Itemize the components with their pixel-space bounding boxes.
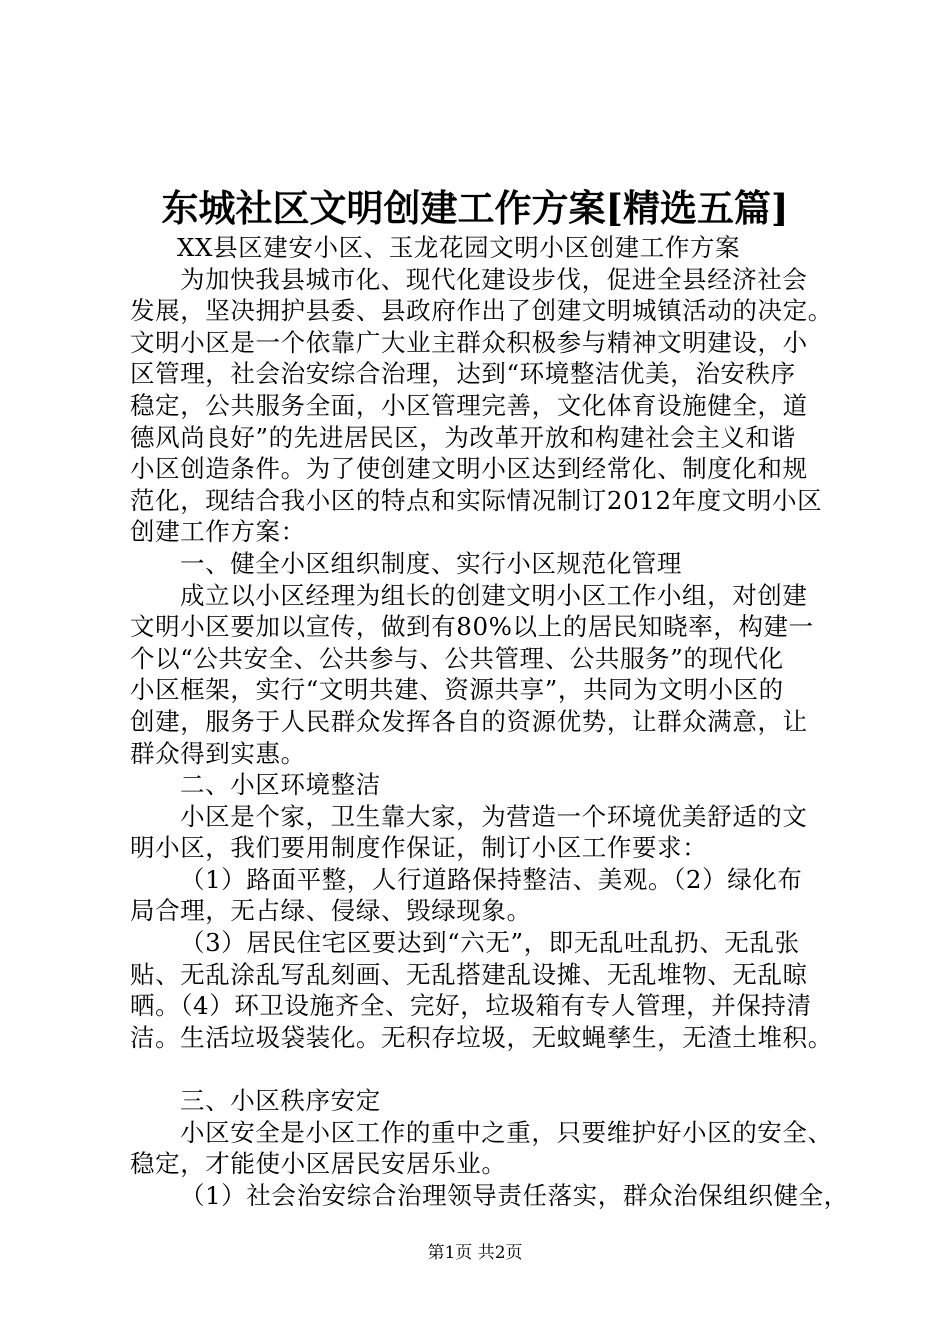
paragraph-line: （1）路面平整，人行道路保持整洁、美观。（2）绿化布 <box>180 864 803 894</box>
paragraph-line: 文明小区要加以宣传，做到有80%以上的居民知晓率，构建一 <box>130 612 814 642</box>
paragraph-line: 群众得到实惠。 <box>130 738 306 768</box>
paragraph-line: 德风尚良好”的先进居民区，为改革开放和构建社会主义和谐 <box>130 422 796 452</box>
paragraph-line: 为加快我县城市化、现代化建设步伐，促进全县经济社会 <box>180 264 808 294</box>
paragraph-line: 区管理，社会治安综合治理，达到“环境整洁优美，治安秩序 <box>130 359 796 389</box>
paragraph-line: 范化，现结合我小区的特点和实际情况制订2012年度文明小区 <box>130 485 823 515</box>
paragraph-line: 创建，服务于人民群众发挥各自的资源优势，让群众满意，让 <box>130 706 808 736</box>
paragraph-line: （1）社会治安综合治理领导责任落实，群众治保组织健全， <box>180 1180 849 1210</box>
paragraph-line: 发展，坚决拥护县委、县政府作出了创建文明城镇活动的决定。 <box>130 296 833 326</box>
document-body <box>130 232 852 1211</box>
paragraph-line: 明小区，我们要用制度作保证，制订小区工作要求： <box>130 833 708 863</box>
paragraph-line: 稳定，才能使小区居民安居乐业。 <box>130 1149 507 1179</box>
paragraph-line: 小区是个家，卫生靠大家，为营造一个环境优美舒适的文 <box>180 801 808 831</box>
paragraph-line: 洁。生活垃圾袋装化。无积存垃圾，无蚊蝇孳生，无渣土堆积。 <box>130 1022 833 1052</box>
paragraph-line: 贴、无乱涂乱写乱刻画、无乱搭建乱设摊、无乱堆物、无乱晾 <box>130 959 808 989</box>
paragraph-line: 小区创造条件。为了使创建文明小区达到经常化、制度化和规 <box>130 454 808 484</box>
paragraph-line: 小区安全是小区工作的重中之重，只要维护好小区的安全、 <box>180 1117 833 1147</box>
paragraph-line: 小区框架，实行“文明共建、资源共享”，共同为文明小区的 <box>130 675 784 705</box>
page-footer: 第1页 共2页 <box>427 1243 523 1263</box>
subtitle-line: XX县区建安小区、玉龙花园文明小区创建工作方案 <box>177 233 741 262</box>
section-heading: 二、小区环境整洁 <box>180 770 381 800</box>
paragraph-line: 创建工作方案： <box>130 517 306 547</box>
paragraph-line: 文明小区是一个依靠广大业主群众积极参与精神文明建设，小 <box>130 327 808 357</box>
section-heading: 三、小区秩序安定 <box>180 1086 381 1116</box>
blank-line <box>130 1053 852 1085</box>
section-heading: 一、健全小区组织制度、实行小区规范化管理 <box>180 548 682 578</box>
paragraph-line: （3）居民住宅区要达到“六无”，即无乱吐乱扔、无乱张 <box>180 928 800 958</box>
paragraph-line: 成立以小区经理为组长的创建文明小区工作小组，对创建 <box>180 580 808 610</box>
document-title: 东城社区文明创建工作方案[精选五篇] <box>161 186 789 230</box>
paragraph-line: 局合理，无占绿、侵绿、毁绿现象。 <box>130 896 532 926</box>
paragraph-line: 个以“公共安全、公共参与、公共管理、公共服务”的现代化 <box>130 643 784 673</box>
paragraph-line: 稳定，公共服务全面，小区管理完善，文化体育设施健全，道 <box>130 390 808 420</box>
paragraph-line: 晒。（4）环卫设施齐全、完好，垃圾箱有专人管理，并保持清 <box>130 991 812 1021</box>
